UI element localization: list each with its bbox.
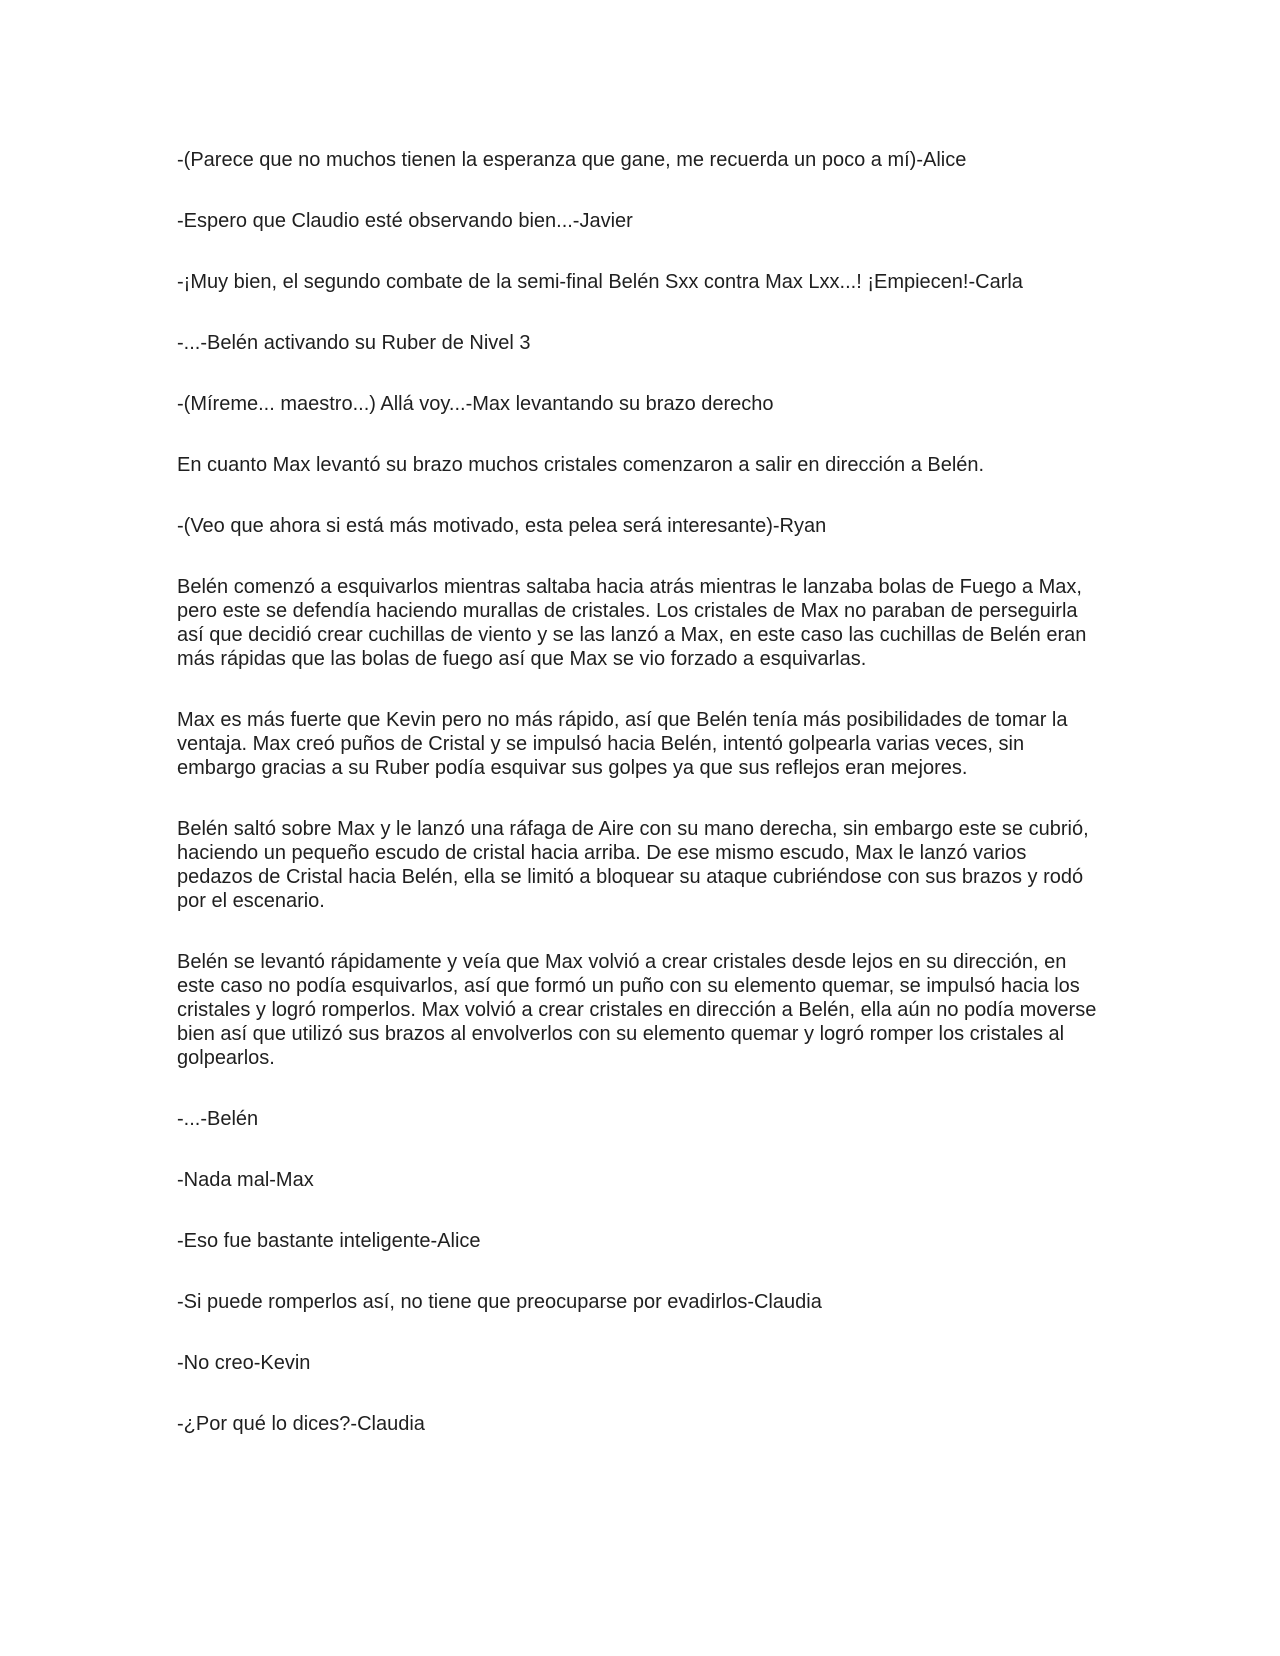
paragraph: -(Parece que no muchos tienen la esperanza que gane, me recuerda un poco a mí)-Alice [177, 149, 967, 171]
paragraph: -Eso fue bastante inteligente-Alice [177, 1230, 481, 1252]
paragraph: -...-Belén activando su Ruber de Nivel 3 [177, 332, 531, 354]
paragraph: -Si puede romperlos así, no tiene que preocuparse por evadirlos-Claudia [177, 1291, 822, 1313]
paragraph: -...-Belén [177, 1108, 259, 1130]
paragraph: Belén comenzó a esquivarlos mientras saltaba hacia atrás mientras le lanzaba bolas de Fuego a Max, pero este se defendía haciendo murallas de cristales. Los cristales de Max no paraban de perseguirla así que decidió crear cuchillas de viento y se las lanzó a Max, en este caso las cuchillas de Belén eran más rápidas que las bolas de fuego así que Max se vio forzado a esquivarlas. [177, 576, 1087, 670]
paragraph: Belén saltó sobre Max y le lanzó una ráfaga de Aire con su mano derecha, sin embargo este se cubrió, haciendo un pequeño escudo de cristal hacia arriba. De ese mismo escudo, Max le lanzó varios pedazos de Cristal hacia Belén, ella se limitó a bloquear su ataque cubriéndose con sus brazos y rodó por el escenario. [177, 818, 1089, 912]
document-body [177, 148, 1107, 1473]
paragraph: -Espero que Claudio esté observando bien...-Javier [177, 210, 633, 232]
paragraph: -(Veo que ahora si está más motivado, esta pelea será interesante)-Ryan [177, 515, 827, 537]
paragraph: -(Míreme... maestro...) Allá voy...-Max levantando su brazo derecho [177, 393, 774, 415]
paragraph: -Nada mal-Max [177, 1169, 314, 1191]
paragraph: En cuanto Max levantó su brazo muchos cristales comenzaron a salir en dirección a Belén. [177, 454, 985, 476]
paragraph: Belén se levantó rápidamente y veía que Max volvió a crear cristales desde lejos en su dirección, en este caso no podía esquivarlos, así que formó un puño con su elemento quemar, se impulsó hacia los cristales y logró romperlos. Max volvió a crear cristales en dirección a Belén, ella aún no podía moverse bien así que utilizó sus brazos al envolverlos con su elemento quemar y logró romper los cristales al golpearlos. [177, 951, 1097, 1069]
paragraph: -No creo-Kevin [177, 1352, 311, 1374]
paragraph: -¡Muy bien, el segundo combate de la semi-final Belén Sxx contra Max Lxx...! ¡Empiecen!-Carla [177, 271, 1023, 293]
paragraph: Max es más fuerte que Kevin pero no más rápido, así que Belén tenía más posibilidades de tomar la ventaja. Max creó puños de Cristal y se impulsó hacia Belén, intentó golpearla varias veces, sin embargo gracias a su Ruber podía esquivar sus golpes ya que sus reflejos eran mejores. [177, 709, 1068, 779]
paragraph: -¿Por qué lo dices?-Claudia [177, 1413, 425, 1435]
